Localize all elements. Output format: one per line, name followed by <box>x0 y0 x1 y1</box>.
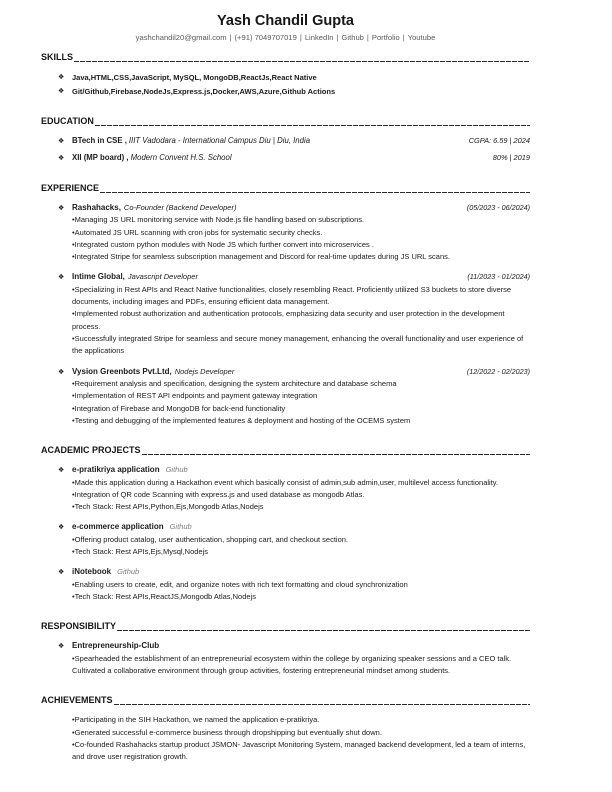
contact-link-github[interactable]: Github <box>341 33 364 42</box>
section-title-experience <box>41 183 530 194</box>
section-education <box>41 116 530 165</box>
contact-email[interactable]: yashchandil20@gmail.com <box>135 33 227 42</box>
contact-link-portfolio[interactable]: Portfolio <box>371 33 400 42</box>
date-range: (12/2022 - 02/2023) <box>466 366 530 376</box>
project-name: e-commerce application <box>72 522 164 532</box>
experience-entry <box>41 202 530 264</box>
section-heading: ACADEMIC PROJECTS <box>41 445 141 456</box>
education-row <box>41 135 530 147</box>
entry-title <box>72 202 236 214</box>
bullet-item: • Managing JS URL monitoring service with Node.js file handling based on subscriptions. <box>72 214 530 226</box>
experience-entry <box>41 271 530 357</box>
bullet-item: • Tech Stack: Rest APIs,Ejs,Mysql,Nodejs <box>72 546 530 558</box>
project-entry <box>41 566 530 603</box>
bullet-item: • Requirement analysis and specification, designing the system architecture and database schema <box>72 378 530 390</box>
bullet-item: • Specializing in Rest APIs and React Native functionalities, closely resembling React. Proficiently utilized S3 buckets to store diverse documents, including images and PDFs, ensuring efficient data management. <box>72 284 530 309</box>
contact-line <box>41 33 530 43</box>
entry-header <box>72 521 530 533</box>
bullet-item: • Tech Stack: Rest APIs,ReactJS,Mongodb Atlas,Nodejs <box>72 591 530 603</box>
education-detail <box>72 135 310 147</box>
bullet-item: • Integrated Stripe for seamless subscription management and Discord for real-time updates during JS URL scans. <box>72 251 530 263</box>
skill-text: Java,HTML,CSS,JavaScript, MySQL, MongoDB,ReactJs,React Native <box>72 73 317 82</box>
person-name: Yash Chandil Gupta <box>217 13 354 29</box>
section-title-responsibility <box>41 621 530 632</box>
diamond-bullet-icon <box>58 567 64 578</box>
entry-header <box>72 464 530 476</box>
separator: | <box>229 33 232 42</box>
entry-title <box>72 271 198 283</box>
bullet-item: • Spearheaded the establishment of an entrepreneurial ecosystem within the college by organizing speaker sessions and a CEO talk. Cultivated a collaborative environment through group activities, fostering entrepreneurial mindset among students. <box>72 653 530 678</box>
diamond-bullet-icon <box>58 272 64 283</box>
education-degree: BTech in CSE , <box>72 136 127 145</box>
entry-title <box>72 366 234 378</box>
underscore-rule <box>100 192 530 193</box>
section-title-academic-projects <box>41 445 530 456</box>
bullet-item: • Integration of QR code Scanning with express.js and used database as mongodb Atlas. <box>72 489 530 501</box>
underscore-rule <box>142 454 530 455</box>
responsibility-name: Entrepreneurship-Club <box>72 641 160 651</box>
education-row <box>41 152 530 164</box>
job-role: Javascript Developer <box>127 272 198 282</box>
underscore-rule <box>74 61 530 62</box>
project-github-link[interactable]: Github <box>169 522 192 532</box>
education-result: CGPA: 6.59 | 2024 <box>468 136 530 145</box>
entry-header <box>72 271 530 283</box>
underscore-rule <box>95 125 530 126</box>
skill-text: Git/Github,Firebase,NodeJs,Express.js,Docker,AWS,Azure,Github Actions <box>72 86 336 96</box>
diamond-bullet-icon <box>58 136 64 147</box>
entry-header <box>72 366 530 378</box>
diamond-bullet-icon <box>58 522 64 533</box>
education-institution: Modern Convent H.S. School <box>130 153 232 163</box>
section-responsibility <box>41 621 530 677</box>
underscore-rule <box>114 704 530 705</box>
section-title-skills <box>41 52 530 63</box>
separator: | <box>366 33 369 42</box>
skill-item <box>41 71 530 85</box>
date-range: (05/2023 - 06/2024) <box>466 202 530 212</box>
section-heading: EXPERIENCE <box>41 182 100 193</box>
bullet-item: • Co-founded Rashahacks startup product JSMON- Javascript Monitoring System, managed backend development, led a team of interns, and drove user registration growth. <box>72 739 530 764</box>
bullet-item: • Automated JS URL scanning with cron jobs for systematic security checks. <box>72 227 530 239</box>
section-title-education <box>41 116 530 127</box>
education-institution: IIIT Vadodara - International Campus Diu | Diu, India <box>128 136 311 145</box>
project-entry <box>41 464 530 513</box>
education-result: 80% | 2019 <box>492 153 530 163</box>
diamond-bullet-icon <box>58 367 64 378</box>
company-name: Rashahacks, <box>72 202 121 212</box>
section-heading: RESPONSIBILITY <box>41 621 117 632</box>
diamond-bullet-icon <box>58 153 64 164</box>
responsibility-entry <box>41 640 530 677</box>
bullet-item: • Offering product catalog, user authentication, shopping cart, and checkout section. <box>72 534 530 546</box>
company-name: Intime Global, <box>72 272 125 282</box>
section-academic-projects <box>41 445 530 603</box>
entry-header <box>72 640 530 652</box>
diamond-bullet-icon <box>58 203 64 214</box>
bullet-item: • Made this application during a Hackathon event which basically consist of admin,sub admin,user, multilevel access functionality. <box>72 477 530 489</box>
achievements-list <box>41 714 530 763</box>
section-heading: SKILLS <box>41 52 74 62</box>
contact-phone: (+91) 7049707019 <box>234 33 297 42</box>
bullet-item: • Successfully integrated Stripe for seamless and secure money management, enhancing the overall functionality and user experience of the applications <box>72 333 530 358</box>
diamond-bullet-icon <box>58 86 64 97</box>
bullet-item: • Tech Stack: Rest APIs,Python,Ejs,Mongodb Atlas,Nodejs <box>72 501 530 513</box>
bullet-item: • Enabling users to create, edit, and organize notes with rich text formatting and cloud synchronization <box>72 579 530 591</box>
diamond-bullet-icon <box>58 465 64 476</box>
entry-title <box>72 566 139 578</box>
section-skills <box>41 52 530 98</box>
project-github-link[interactable]: Github <box>117 567 140 577</box>
bullet-item: • Testing and debugging of the implemented features & deployment and hosting of the OCEMS system <box>72 415 530 427</box>
date-range: (11/2023 - 01/2024) <box>467 272 530 282</box>
bullet-item: • Implementation of REST API endpoints and payment gateway integration <box>72 390 530 402</box>
job-role: Nodejs Developer <box>174 366 235 376</box>
separator: | <box>402 33 405 42</box>
entry-title <box>72 521 192 533</box>
bullet-item: • Participating in the SIH Hackathon, we named the application e-pratikriya. <box>72 714 530 726</box>
skill-item <box>41 85 530 99</box>
project-github-link[interactable]: Github <box>165 465 188 475</box>
education-degree: XII (MP board) , <box>72 153 129 163</box>
section-heading: EDUCATION <box>41 116 94 126</box>
section-achievements <box>41 695 530 763</box>
experience-entry <box>41 366 530 428</box>
separator: | <box>336 33 339 42</box>
contact-link-youtube[interactable]: Youtube <box>407 33 436 42</box>
education-detail <box>72 152 232 164</box>
bullet-item: • Implemented robust authorization and authentication protocols, emphasizing data security and user protection in the development process. <box>72 308 530 333</box>
bullet-item: • Integrated custom python modules with Node JS which further convert into microservices . <box>72 239 530 251</box>
project-name: iNotebook <box>72 567 112 577</box>
bullet-item: • Generated successful e-commerce business through dropshipping but eventually shut down. <box>72 727 530 739</box>
bullet-item: • Integration of Firebase and MongoDB for back-end functionality <box>72 403 530 415</box>
diamond-bullet-icon <box>58 72 64 83</box>
project-name: e-pratikriya application <box>72 465 160 475</box>
project-entry <box>41 521 530 558</box>
entry-title <box>72 640 159 652</box>
section-experience <box>41 183 530 427</box>
separator: | <box>299 33 302 42</box>
entry-header <box>72 202 530 214</box>
contact-link-linkedin[interactable]: LinkedIn <box>304 33 334 42</box>
section-heading: ACHIEVEMENTS <box>41 695 113 706</box>
entry-title <box>72 464 188 476</box>
diamond-bullet-icon <box>58 641 64 652</box>
underscore-rule <box>117 630 530 631</box>
entry-header <box>72 566 530 578</box>
company-name: Vysion Greenbots Pvt.Ltd, <box>72 366 172 376</box>
job-role: Co-Founder (Backend Developer) <box>123 202 237 212</box>
section-title-achievements <box>41 695 530 706</box>
